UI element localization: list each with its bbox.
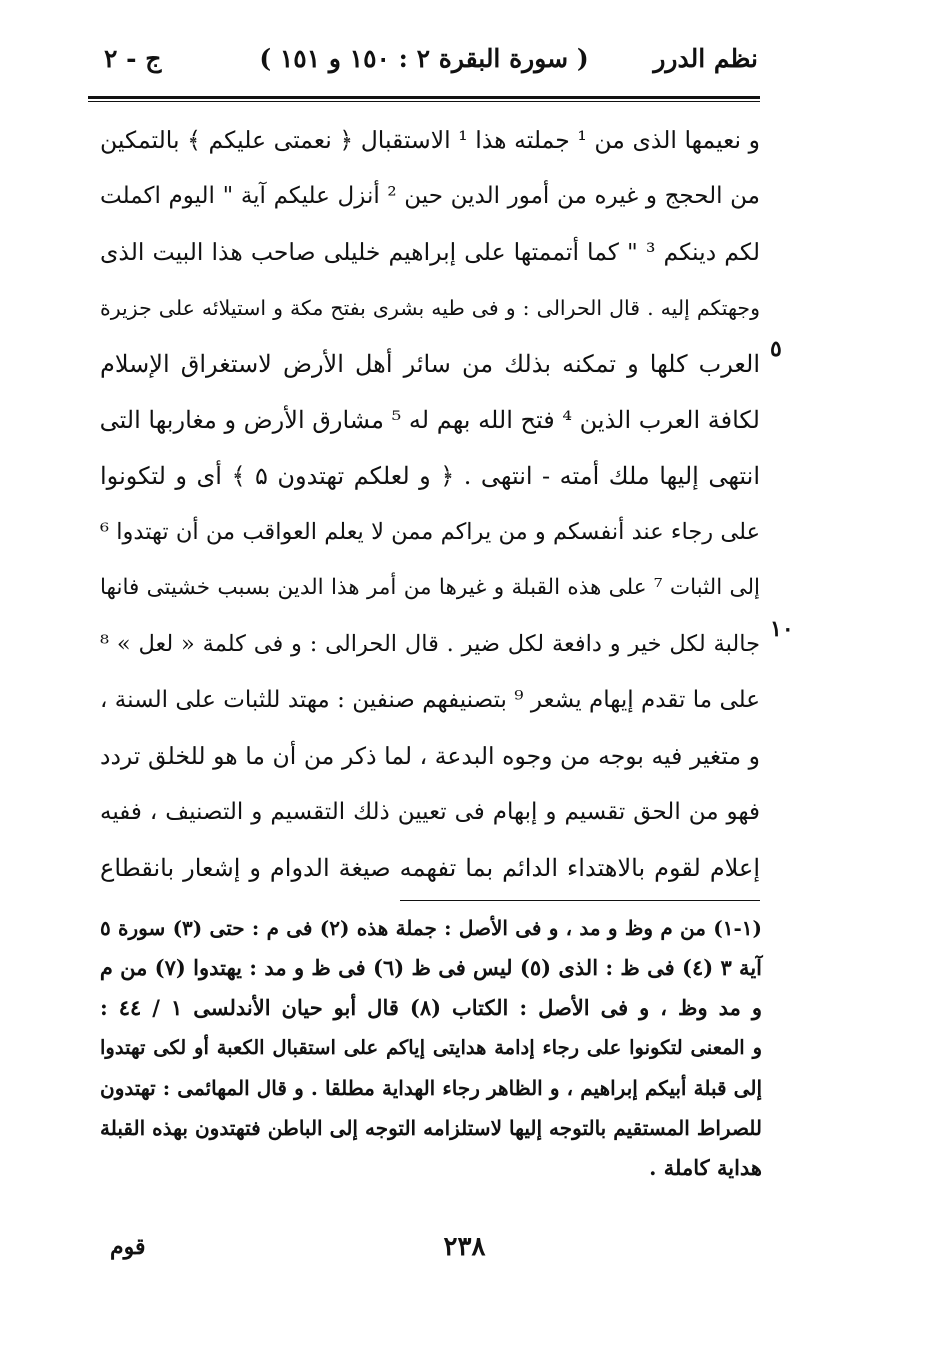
text-line: وجهتكم إليه . قال الحرالى : و فى طيه بشرى بفتح مكة و استيلائه على جزيرة bbox=[100, 296, 760, 320]
line-number-10: ١٠ bbox=[770, 616, 794, 642]
footnote-line: و المعنى لتكونوا على رجاء إدامة هدايتى إياكم على استقبال الكعبة أو لكى تهتدوا bbox=[100, 1036, 762, 1059]
text-line: فهو من الحق تقسيم و إبهام فى تعيين ذلك التقسيم و التصنيف ، ففيه bbox=[100, 799, 760, 825]
text-line: انتهى إليها ملك أمته - انتهى . ﴿ و لعلكم تهتدون ۵ ﴾ أى و لتكونوا bbox=[100, 462, 760, 490]
footnote-line: هداية كاملة . bbox=[649, 1155, 762, 1180]
text-line: من الحجج و غيره من أمور الدين حين ² أنزل عليكم آية " اليوم اكملت bbox=[100, 183, 760, 209]
main-text bbox=[100, 112, 760, 896]
line-number-5: ٥ bbox=[770, 336, 782, 362]
footnote-line: للصراط المستقيم بالتوجه إليها لاستلزامه التوجه إلى الباطن فتهتدون بهذه القبلة bbox=[100, 1116, 763, 1140]
text-line: إعلام لقوم بالاهتداء الدائم بما تفهمه صيغة الدوام و إشعار بانقطاع bbox=[100, 854, 760, 882]
page-number: ٢٣٨ bbox=[443, 1232, 486, 1262]
book-title: نظم الدرر bbox=[653, 44, 758, 73]
text-line: على ما تقدم إيهام يشعر ⁹ بتصنيفهم صنفين : مهتد للثبات على السنة ، bbox=[100, 687, 760, 713]
footnote-line: و مد وظ ، و فى الأصل : الكتاب (٨) قال أبو حيان الأندلسى ١ / ٤٤ : bbox=[100, 995, 762, 1020]
footnotes bbox=[100, 908, 762, 1188]
footnote-rule bbox=[400, 900, 760, 901]
sura-reference: ( سورة البقرة ٢ : ١٥٠ و ١٥١ ) bbox=[259, 44, 589, 73]
running-header bbox=[90, 44, 758, 84]
text-line: و نعيمها الذى من ¹ جملته هذا ¹ الاستقبال ﴿ نعمتى عليكم ﴾ بالتمكين bbox=[100, 126, 761, 154]
header-rule-thin bbox=[88, 101, 760, 102]
text-line: العرب كلها و تمكنه بذلك من سائر أهل الأرض لاستغراق الإسلام bbox=[100, 350, 760, 378]
footnote-line: إلى قبلة أبيكم إبراهيم ، و الظاهر رجاء الهداية مطلقا . و قال المهائمى : تهتدون bbox=[100, 1076, 762, 1100]
text-line: جالبة لكل خير و دافعة لكل ضير . قال الحرالى : و فى كلمة « لعل » ⁸ bbox=[100, 631, 760, 657]
header-rule bbox=[88, 96, 760, 99]
text-line: لكم دينكم ³ " كما أتممتها على إبراهيم خليلى صاحب هذا البيت الذى bbox=[100, 238, 761, 266]
footnote-line: (١-١) من م وظ و مد ، و فى الأصل : جملة هذه (٢) فى م : حتى (٣) سورة ٥ bbox=[100, 916, 762, 940]
text-line: إلى الثبات ⁷ على هذه القبلة و غيرها من أمر هذا الدين بسبب خشيتى فانها bbox=[100, 575, 760, 600]
text-line: لكافة العرب الذين ⁴ فتح الله بهم له ⁵ مشارق الأرض و مغاربها التى bbox=[99, 406, 760, 434]
text-line: و متغير فيه بوجه من وجوه البدعة ، لما ذكر من أن ما هو للخلق تردد bbox=[100, 742, 760, 770]
volume-label: ج - ٢ bbox=[104, 44, 162, 73]
footnote-line: آية ٣ (٤) فى ظ : الذى (٥) ليس فى ظ (٦) فى ظ و مد : يهتدوا (٧) من م bbox=[99, 955, 762, 980]
catchword: قوم bbox=[110, 1234, 146, 1260]
text-line: على رجاء عند أنفسكم و من يراكم ممن لا يعلم العواقب من أن تهتدوا ⁶ bbox=[100, 519, 760, 545]
